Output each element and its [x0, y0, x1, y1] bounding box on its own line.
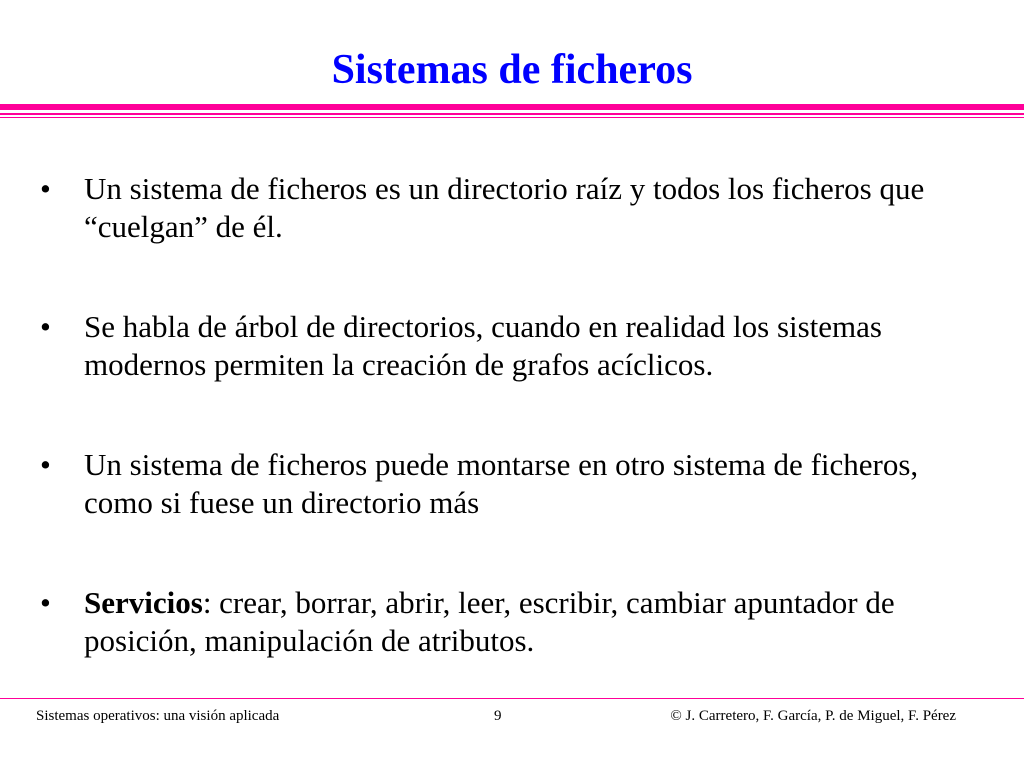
title-divider-thin: [0, 117, 1024, 118]
bullet-item: [40, 584, 980, 660]
bullet-icon: •: [40, 585, 51, 620]
title-divider-thin: [0, 113, 1024, 115]
bullet-text: Un sistema de ficheros es un directorio raíz y todos los ficheros que “cuelgan” de él.: [84, 171, 925, 244]
bullet-item: [40, 308, 980, 384]
title-divider-thick: [0, 104, 1024, 110]
footer-authors: © J. Carretero, F. García, P. de Miguel, F. Pérez: [670, 708, 956, 724]
bullet-bold-term: Servicios: [84, 585, 203, 620]
footer-page-number: 9: [494, 708, 502, 724]
bullet-text: Se habla de árbol de directorios, cuando en realidad los sistemas modernos permiten la creación de grafos acíclicos.: [84, 309, 882, 382]
slide-title: Sistemas de ficheros: [331, 47, 693, 93]
bullet-icon: •: [40, 309, 51, 344]
bullet-item: [40, 446, 980, 522]
bullet-icon: •: [40, 447, 51, 482]
bullet-text: : crear, borrar, abrir, leer, escribir, cambiar apuntador de posición, manipulación de atributos.: [84, 585, 895, 658]
bullet-icon: •: [40, 171, 51, 206]
footer-book-title: Sistemas operativos: una visión aplicada: [36, 708, 280, 724]
bullet-item: [40, 170, 980, 246]
footer-divider: [0, 698, 1024, 699]
bullet-text: Un sistema de ficheros puede montarse en otro sistema de ficheros, como si fuese un directorio más: [84, 447, 919, 520]
bullet-list: [40, 170, 980, 660]
